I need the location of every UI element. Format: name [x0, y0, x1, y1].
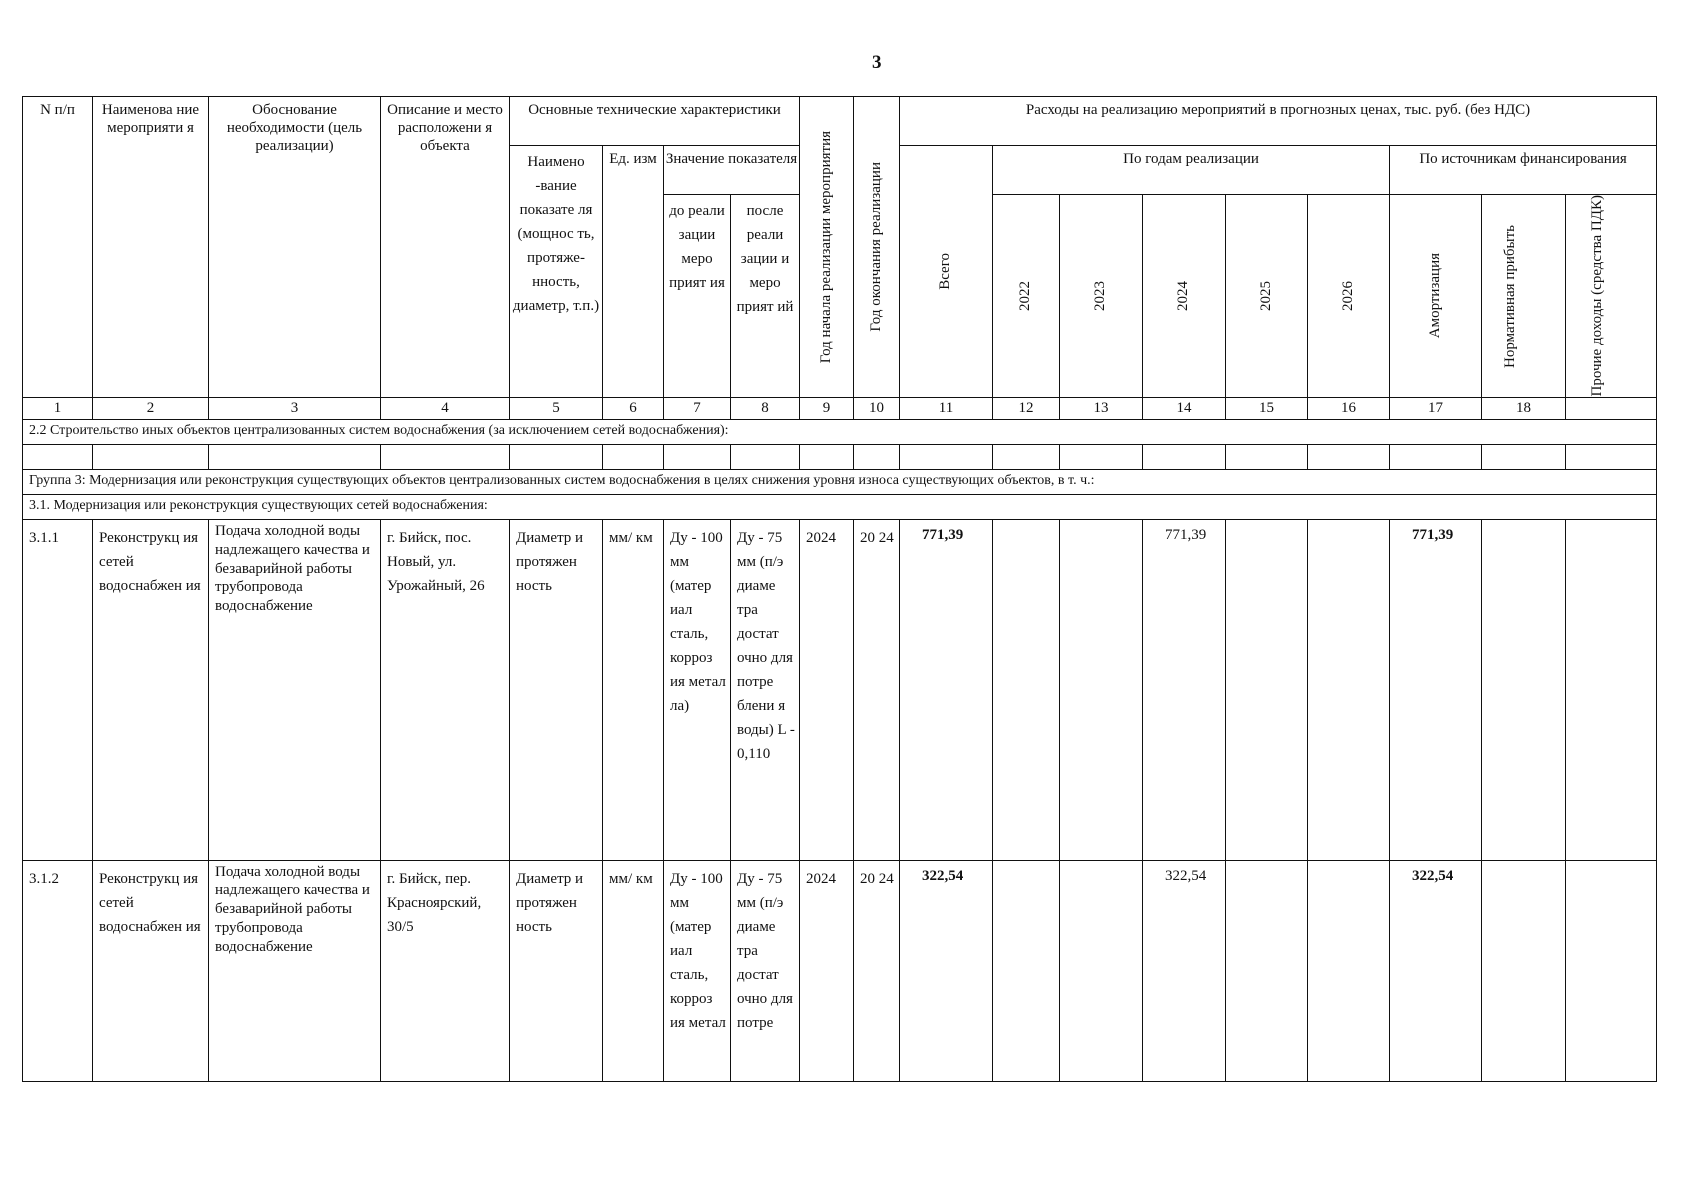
header-end-year: Год окончания реализации	[854, 97, 900, 398]
header-start-year: Год начала реализации мероприятия	[800, 97, 854, 398]
header-tech-characteristics: Основные технические характеристики	[510, 97, 800, 146]
row-name: Реконструкц ия сетей водоснабжен ия	[93, 520, 209, 861]
column-number: 13	[1060, 397, 1143, 419]
column-number: 2	[93, 397, 209, 419]
column-number: 9	[800, 397, 854, 419]
row-total: 771,39	[900, 520, 993, 861]
row-number: 3.1.1	[23, 520, 93, 861]
column-numbers-row	[23, 397, 1658, 419]
column-number: 15	[1226, 397, 1308, 419]
row-end-year: 20 24	[854, 520, 900, 861]
row-location: г. Бийск, пос. Новый, ул. Урожайный, 26	[381, 520, 510, 861]
column-number: 11	[900, 397, 993, 419]
header-unit: Ед. изм	[603, 146, 664, 398]
header-location: Описание и место расположени я объекта	[381, 97, 510, 398]
row-year-2024: 322,54	[1143, 860, 1226, 1081]
row-before: Ду - 100 мм (матер иал сталь, корроз ия метал ла)	[664, 520, 731, 861]
table-row	[23, 520, 1658, 861]
header-amortization: Амортизация	[1390, 195, 1482, 398]
row-before: Ду - 100 мм (матер иал сталь, корроз ия метал	[664, 860, 731, 1081]
row-start-year: 2024	[800, 520, 854, 861]
column-number: 5	[510, 397, 603, 419]
row-year-2024: 771,39	[1143, 520, 1226, 861]
table-row	[23, 860, 1658, 1081]
column-number: 16	[1308, 397, 1390, 419]
header-justification: Обоснование необходимости (цель реализации)	[209, 97, 381, 398]
header-by-years: По годам реализации	[993, 146, 1390, 195]
row-after: Ду - 75 мм (п/э диаме тра достат очно для потре блени я воды) L - 0,110	[731, 520, 800, 861]
row-name: Реконструкц ия сетей водоснабжен ия	[93, 860, 209, 1081]
row-after: Ду - 75 мм (п/э диаме тра достат очно для потре	[731, 860, 800, 1081]
column-number: 14	[1143, 397, 1226, 419]
column-number: 17	[1390, 397, 1482, 419]
column-number: 1	[23, 397, 93, 419]
section-2-2: 2.2 Строительство иных объектов централизованных систем водоснабжения (за исключением сетей водоснабжения):	[23, 419, 1657, 444]
page-number: 3	[872, 52, 882, 73]
header-by-sources: По источникам финансирования	[1390, 146, 1657, 195]
row-purpose: Подача холодной воды надлежащего качества и безаварийной работы трубопровода водоснабжение	[209, 520, 381, 861]
row-amortization: 771,39	[1390, 520, 1482, 861]
section-3-1: 3.1. Модернизация или реконструкция существующих сетей водоснабжения:	[23, 495, 1657, 520]
header-before: до реали зации меро прият ия	[664, 195, 731, 398]
header-indicator-value: Значение показателя	[664, 146, 800, 195]
empty-row	[23, 444, 1658, 469]
row-number: 3.1.2	[23, 860, 93, 1081]
row-unit: мм/ км	[603, 520, 664, 861]
row-indicator: Диаметр и протяжен ность	[510, 520, 603, 861]
header-indicator: Наимено -вание показате ля (мощнос ть, протяже- нность, диаметр, т.п.)	[510, 146, 603, 398]
investment-program-table	[22, 96, 1658, 1082]
header-normative-profit: Нормативная прибыть	[1482, 195, 1566, 398]
row-unit: мм/ км	[603, 860, 664, 1081]
row-start-year: 2024	[800, 860, 854, 1081]
header-costs: Расходы на реализацию мероприятий в прогнозных ценах, тыс. руб. (без НДС)	[900, 97, 1657, 146]
header-year-2026: 2026	[1308, 195, 1390, 398]
header-number: N п/п	[23, 97, 93, 398]
header-year-2025: 2025	[1226, 195, 1308, 398]
column-number: 10	[854, 397, 900, 419]
row-amortization: 322,54	[1390, 860, 1482, 1081]
row-location: г. Бийск, пер. Красноярский, 30/5	[381, 860, 510, 1081]
header-after: после реали зации и меро прият ий	[731, 195, 800, 398]
row-purpose: Подача холодной воды надлежащего качества и безаварийной работы трубопровода водоснабжение	[209, 860, 381, 1081]
column-number: 7	[664, 397, 731, 419]
row-indicator: Диаметр и протяжен ность	[510, 860, 603, 1081]
column-number: 3	[209, 397, 381, 419]
header-year-2022: 2022	[993, 195, 1060, 398]
column-number: 18	[1482, 397, 1566, 419]
column-number: 12	[993, 397, 1060, 419]
header-total: Всего	[900, 146, 993, 398]
column-number: 4	[381, 397, 510, 419]
column-number: 8	[731, 397, 800, 419]
row-total: 322,54	[900, 860, 993, 1081]
header-event-name: Наименова ние мероприяти я	[93, 97, 209, 398]
header-year-2023: 2023	[1060, 195, 1143, 398]
row-end-year: 20 24	[854, 860, 900, 1081]
header-other-income: Прочие доходы (средства ПДК)	[1566, 195, 1657, 398]
column-number: 6	[603, 397, 664, 419]
header-year-2024: 2024	[1143, 195, 1226, 398]
section-group-3: Группа 3: Модернизация или реконструкция существующих объектов централизованных систем водоснабжения в целях снижения уровня износа существующих объектов, в т. ч.:	[23, 469, 1657, 494]
